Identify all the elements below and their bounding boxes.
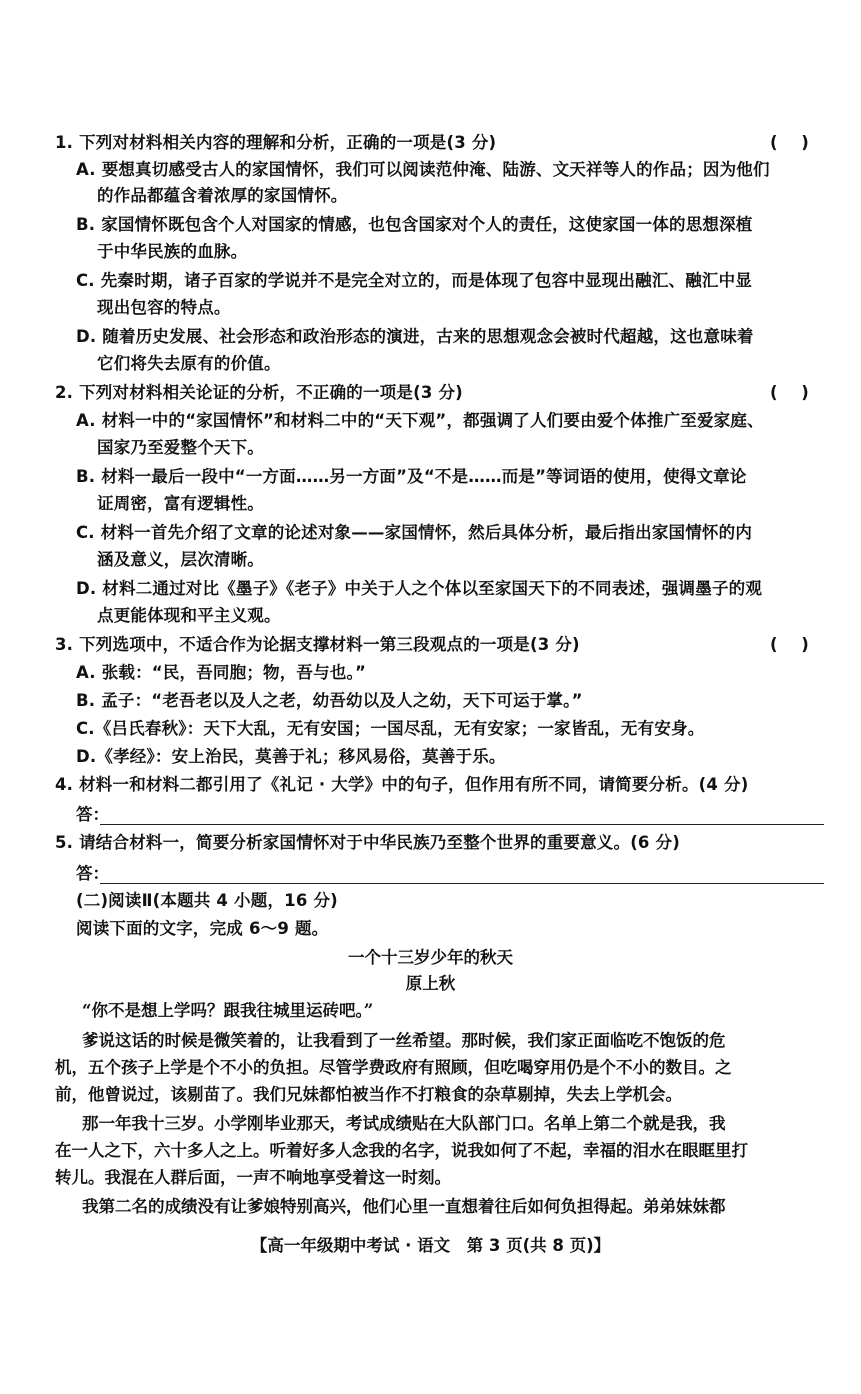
q1-option-c: C. 先秦时期，诸子百家的学说并不是完全对立的，而是体现了包容中显现出融汇、融汇中显 — [76, 271, 753, 290]
page-footer: 【高一年级期中考试 · 语文 第 3 页(共 8 页)】 — [250, 1236, 611, 1255]
story-paragraph-1: “你不是想上学吗？跟我往城里运砖吧。” — [82, 1001, 374, 1020]
answer-line-4[interactable] — [100, 824, 824, 825]
section-heading: (二)阅读Ⅱ(本题共 4 小题，16 分) — [76, 891, 338, 910]
q3-option-a: A. 张载：“民，吾同胞；物，吾与也。” — [76, 663, 367, 682]
q3-option-d: D.《孝经》：安上治民，莫善于礼；移风易俗，莫善于乐。 — [76, 747, 506, 766]
q3-option-b: B. 孟子：“老吾老以及人之老，幼吾幼以及人之幼，天下可运于掌。” — [76, 691, 583, 710]
q3-option-c: C.《吕氏春秋》：天下大乱，无有安国；一国尽乱，无有安家；一家皆乱，无有安身。 — [76, 719, 705, 738]
q2-option-a-cont: 国家乃至爱整个天下。 — [97, 438, 264, 457]
q1-option-d: D. 随着历史发展、社会形态和政治形态的演进，古来的思想观念会被时代超越，这也意味着 — [76, 327, 754, 346]
question-3-stem: 3. 下列选项中，不适合作为论据支撑材料一第三段观点的一项是(3 分) — [55, 635, 580, 654]
q2-option-a: A. 材料一中的“家国情怀”和材料二中的“天下观”，都强调了人们要由爱个体推广至爱家庭、 — [76, 411, 764, 430]
answer-bracket-1: ( ) — [770, 133, 809, 152]
answer-label-5: 答： — [76, 864, 109, 883]
q2-option-b: B. 材料一最后一段中“一方面……另一方面”及“不是……而是”等词语的使用，使得文章论 — [76, 467, 747, 486]
section-instruction: 阅读下面的文字，完成 6～9 题。 — [76, 919, 329, 938]
answer-line-5[interactable] — [100, 883, 824, 884]
story-title: 一个十三岁少年的秋天 — [348, 948, 513, 967]
q1-option-b-cont: 于中华民族的血脉。 — [97, 242, 248, 261]
q2-option-c: C. 材料一首先介绍了文章的论述对象——家国情怀，然后具体分析，最后指出家国情怀的内 — [76, 523, 753, 542]
story-paragraph-3-line-2: 在一人之下，六十多人之上。听着好多人念我的名字，说我如何了不起，幸福的泪水在眼眶里打 — [55, 1141, 748, 1160]
question-1-stem: 1. 下列对材料相关内容的理解和分析，正确的一项是(3 分) — [55, 133, 497, 152]
question-5-stem: 5. 请结合材料一，简要分析家国情怀对于中华民族乃至整个世界的重要意义。(6 分) — [55, 833, 681, 852]
story-author: 原上秋 — [405, 974, 456, 993]
q1-option-a: A. 要想真切感受古人的家国情怀，我们可以阅读范仲淹、陆游、文天祥等人的作品；因为他们 — [76, 160, 770, 179]
q2-option-c-cont: 涵及意义，层次清晰。 — [97, 550, 264, 569]
q1-option-c-cont: 现出包容的特点。 — [97, 298, 231, 317]
story-paragraph-2-line-2: 机，五个孩子上学是个不小的负担。尽管学费政府有照顾，但吃喝穿用仍是个不小的数目。之 — [55, 1058, 732, 1077]
q1-option-a-cont: 的作品都蕴含着浓厚的家国情怀。 — [97, 186, 348, 205]
story-paragraph-2-line-1: 爹说这话的时候是微笑着的，让我看到了一丝希望。那时候，我们家正面临吃不饱饭的危 — [82, 1031, 726, 1050]
story-paragraph-3-line-3: 转儿。我混在人群后面，一声不响地享受着这一时刻。 — [55, 1168, 451, 1187]
q2-option-d: D. 材料二通过对比《墨子》《老子》中关于人之个体以至家国天下的不同表述，强调墨子的观 — [76, 579, 763, 598]
question-2-stem: 2. 下列对材料相关论证的分析，不正确的一项是(3 分) — [55, 383, 463, 402]
story-paragraph-3-line-1: 那一年我十三岁。小学刚毕业那天，考试成绩贴在大队部门口。名单上第二个就是我，我 — [82, 1114, 726, 1133]
answer-bracket-3: ( ) — [770, 635, 809, 654]
answer-bracket-2: ( ) — [770, 383, 809, 402]
q2-option-b-cont: 证周密，富有逻辑性。 — [97, 494, 264, 513]
q1-option-b: B. 家国情怀既包含个人对国家的情感，也包含国家对个人的责任，这使家国一体的思想深植 — [76, 215, 753, 234]
q1-option-d-cont: 它们将失去原有的价值。 — [97, 354, 281, 373]
answer-label-4: 答： — [76, 805, 109, 824]
story-paragraph-4-line-1: 我第二名的成绩没有让爹娘特别高兴，他们心里一直想着往后如何负担得起。弟弟妹妹都 — [82, 1197, 726, 1216]
q2-option-d-cont: 点更能体现和平主义观。 — [97, 606, 281, 625]
story-paragraph-2-line-3: 前，他曾说过，该剔苗了。我们兄妹都怕被当作不打粮食的杂草剔掉，失去上学机会。 — [55, 1085, 682, 1104]
question-4-stem: 4. 材料一和材料二都引用了《礼记 · 大学》中的句子，但作用有所不同，请简要分析。(4 分) — [55, 775, 749, 794]
